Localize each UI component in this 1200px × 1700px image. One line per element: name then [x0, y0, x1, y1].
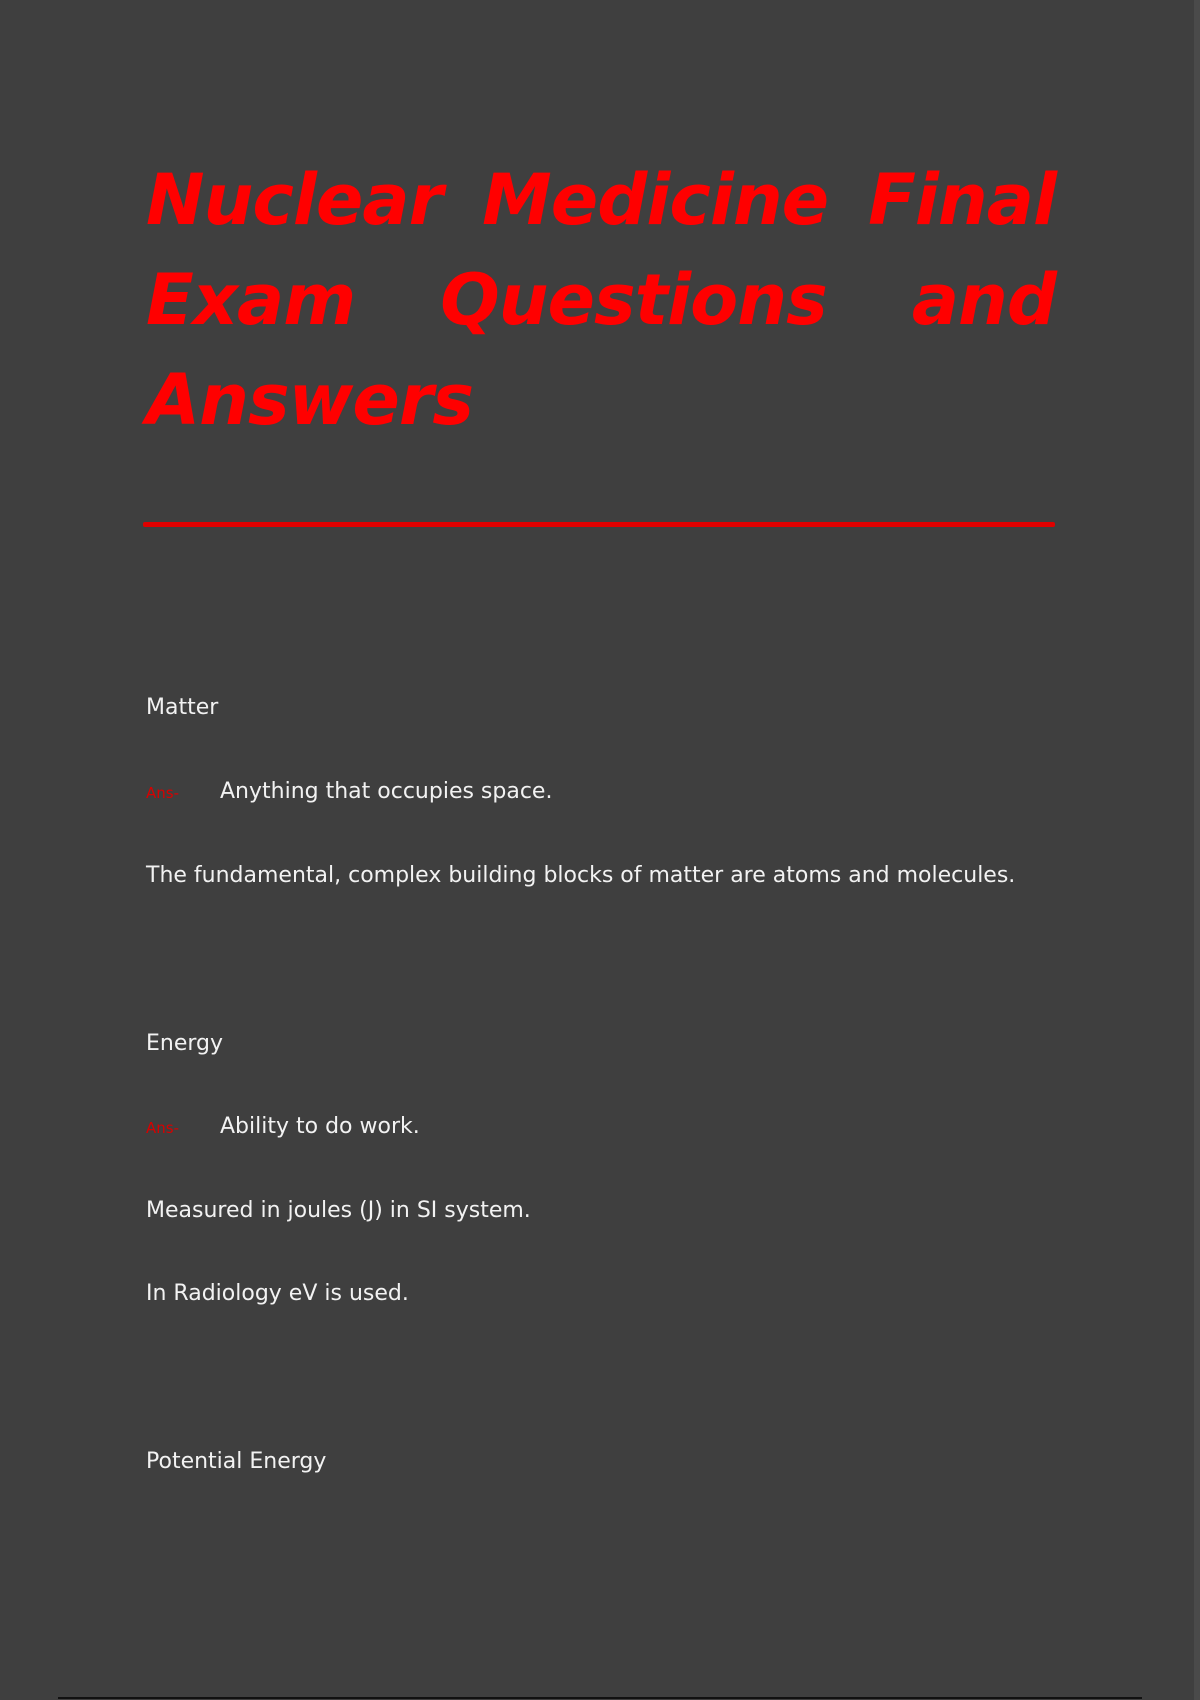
entry-answer-matter: [146, 777, 552, 808]
entry-term-matter: Matter: [146, 695, 219, 720]
document-title: Nuclear Medicine Final Exam Questions and Answers: [146, 159, 1056, 441]
answer-text: Ability to do work.: [220, 1114, 420, 1139]
answer-text: Anything that occupies space.: [220, 779, 553, 804]
entry-note-energy-1: Measured in joules (J) in SI system.: [146, 1198, 531, 1223]
entry-term-energy: Energy: [146, 1031, 224, 1056]
entry-note-matter: The fundamental, complex building blocks of matter are atoms and molecules.: [146, 863, 1016, 888]
entry-term-potential-energy: Potential Energy: [146, 1449, 327, 1474]
page-bottom-border: [58, 1697, 1142, 1699]
entry-note-energy-2: In Radiology eV is used.: [146, 1281, 409, 1306]
answer-tag: Ans-: [146, 1119, 179, 1137]
entry-answer-energy: [146, 1112, 420, 1143]
answer-tag: Ans-: [146, 784, 179, 802]
title-divider: [143, 522, 1055, 527]
page-edge: [1194, 0, 1200, 1700]
